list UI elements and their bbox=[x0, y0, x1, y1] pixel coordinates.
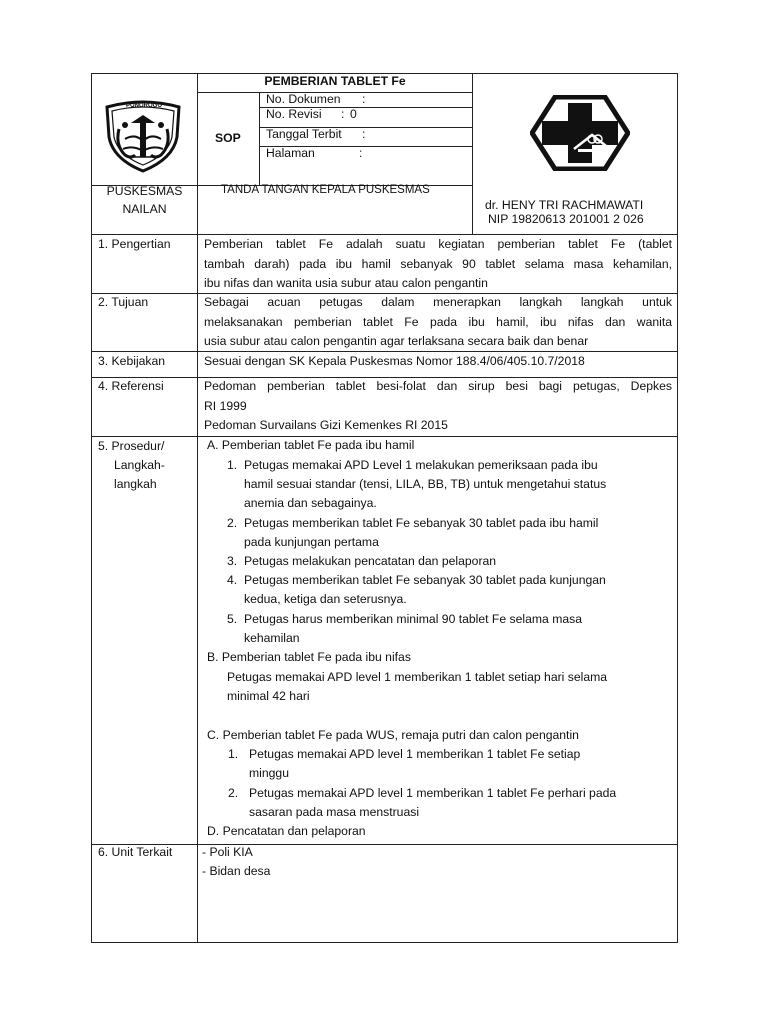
prosedur-c-title: C. Pemberian tablet Fe pada WUS, remaja putri dan calon pengantin bbox=[207, 728, 579, 742]
list-item-text: minggu bbox=[249, 766, 289, 780]
field-tanggal-terbit-label: Tanggal Terbit bbox=[266, 127, 342, 141]
list-item-text: Petugas memakai APD level 1 memberikan 1 tablet Fe perhari pada bbox=[249, 786, 617, 800]
list-number: 2. bbox=[228, 786, 239, 800]
list-number: 4. bbox=[227, 573, 238, 587]
list-item-text: Petugas memberikan tablet Fe sebanyak 30 tablet pada kunjungan bbox=[244, 573, 606, 587]
prosedur-b-text: Petugas memakai APD level 1 memberikan 1 tablet setiap hari selama bbox=[227, 670, 608, 684]
prosedur-b-text: minimal 42 hari bbox=[227, 689, 310, 703]
list-number: 1. bbox=[228, 747, 239, 761]
text-line: ibu nifas dan wanita usia subur atau calon pengantin bbox=[204, 276, 488, 290]
list-item-text: kedua, ketiga dan seterusnya. bbox=[244, 592, 407, 606]
puskesmas-logo-icon bbox=[530, 95, 630, 171]
sop-document bbox=[91, 73, 678, 943]
column-divider bbox=[197, 74, 198, 942]
org-name-line1: PUSKESMAS bbox=[106, 184, 183, 198]
list-number: 5. bbox=[227, 612, 238, 626]
text-line: Pedoman pemberian tablet besi-folat dan sirup besi bagi petugas, Depkes bbox=[204, 379, 672, 393]
list-item-text: Petugas harus memberikan minimal 90 tablet Fe selama masa bbox=[244, 612, 583, 626]
section-label-tujuan: 2. Tujuan bbox=[98, 295, 149, 309]
text-line: Sebagai acuan petugas dalam menerapkan langkah langkah untuk bbox=[204, 295, 672, 309]
unit-item: - Poli KIA bbox=[202, 845, 253, 859]
list-item-text: Petugas memakai APD Level 1 melakukan pemeriksaan pada ibu bbox=[244, 458, 598, 472]
section-label-prosedur: 5. Prosedur/ bbox=[98, 439, 165, 453]
text-line: RI 1999 bbox=[204, 398, 247, 413]
field-no-revisi-value: 0 bbox=[350, 107, 357, 121]
document-title: PEMBERIAN TABLET Fe bbox=[264, 74, 406, 88]
field-no-dokumen-label: No. Dokumen bbox=[266, 92, 341, 106]
section-label-pengertian: 1. Pengertian bbox=[98, 237, 171, 251]
list-number: 3. bbox=[227, 554, 238, 568]
list-item-text: sasaran pada masa menstruasi bbox=[249, 805, 420, 819]
list-item-text: Petugas melakukan pencatatan dan pelaporan bbox=[244, 554, 497, 568]
field-no-dokumen-sep: : bbox=[362, 92, 366, 106]
ponorogo-emblem-icon bbox=[101, 99, 185, 174]
section-text-tujuan bbox=[204, 293, 672, 352]
head-name: dr. HENY TRI RACHMAWATI bbox=[485, 198, 644, 212]
field-tanggal-terbit-sep: : bbox=[362, 127, 366, 141]
section-text-pengertian bbox=[204, 235, 672, 294]
text-line: usia subur atau calon pengantin agar terlaksana secara baik dan benar bbox=[204, 334, 589, 348]
list-item-text: Petugas memakai APD level 1 memberikan 1 tablet Fe setiap bbox=[249, 747, 581, 761]
org-name-line2: NAILAN bbox=[122, 202, 167, 216]
unit-item: - Bidan desa bbox=[202, 864, 271, 878]
prosedur-a-title: A. Pemberian tablet Fe pada ibu hamil bbox=[207, 438, 415, 452]
field-halaman-sep: : bbox=[359, 146, 363, 160]
signature-label: TANDA TANGAN KEPALA PUSKESMAS bbox=[221, 184, 430, 196]
field-no-revisi-label: No. Revisi bbox=[266, 107, 322, 121]
section-label-prosedur-3: langkah bbox=[114, 477, 157, 491]
field-halaman-label: Halaman bbox=[266, 146, 315, 160]
section-text-referensi bbox=[204, 377, 672, 436]
list-item-text: hamil sesuai standar (tensi, LILA, BB, TB) untuk mengetahui status bbox=[244, 477, 607, 491]
section-label-referensi: 4. Referensi bbox=[98, 379, 164, 393]
prosedur-d-title: D. Pencatatan dan pelaporan bbox=[207, 824, 366, 838]
text-line: tambah darah) pada ibu hamil sebanyak 90 tablet selama masa kehamilan, bbox=[204, 256, 672, 271]
header-right-divider bbox=[472, 74, 473, 234]
section-label-unit: 6. Unit Terkait bbox=[98, 845, 173, 859]
list-item-text: kehamilan bbox=[244, 631, 300, 645]
head-nip: NIP 19820613 201001 2 026 bbox=[488, 212, 644, 226]
section-text-kebijakan: Sesuai dengan SK Kepala Puskesmas Nomor 188.4/06/405.10.7/2018 bbox=[204, 354, 585, 368]
list-number: 1. bbox=[227, 458, 238, 472]
section-label-prosedur-2: Langkah- bbox=[114, 458, 165, 472]
sop-label: SOP bbox=[215, 131, 241, 145]
section-label-kebijakan: 3. Kebijakan bbox=[98, 354, 166, 368]
text-line: Pemberian tablet Fe adalah suatu kegiatan pemberian tablet Fe (tablet bbox=[204, 237, 672, 251]
field-no-revisi-sep: : bbox=[341, 107, 345, 121]
row-divider bbox=[92, 844, 678, 845]
list-number: 2. bbox=[227, 516, 238, 530]
emblem-text: PONOROGO bbox=[125, 103, 162, 109]
text-line: melaksanakan pemberian tablet Fe pada ibu hamil, ibu nifas dan wanita bbox=[204, 314, 672, 329]
prosedur-b-title: B. Pemberian tablet Fe pada ibu nifas bbox=[207, 650, 411, 664]
text-line: Pedoman Survailans Gizi Kemenkes RI 2015 bbox=[204, 418, 448, 432]
list-item-text: Petugas memberikan tablet Fe sebanyak 30 tablet pada ibu hamil bbox=[244, 516, 599, 530]
list-item-text: pada kunjungan pertama bbox=[244, 535, 379, 549]
list-item-text: anemia dan sebagainya. bbox=[244, 496, 377, 510]
